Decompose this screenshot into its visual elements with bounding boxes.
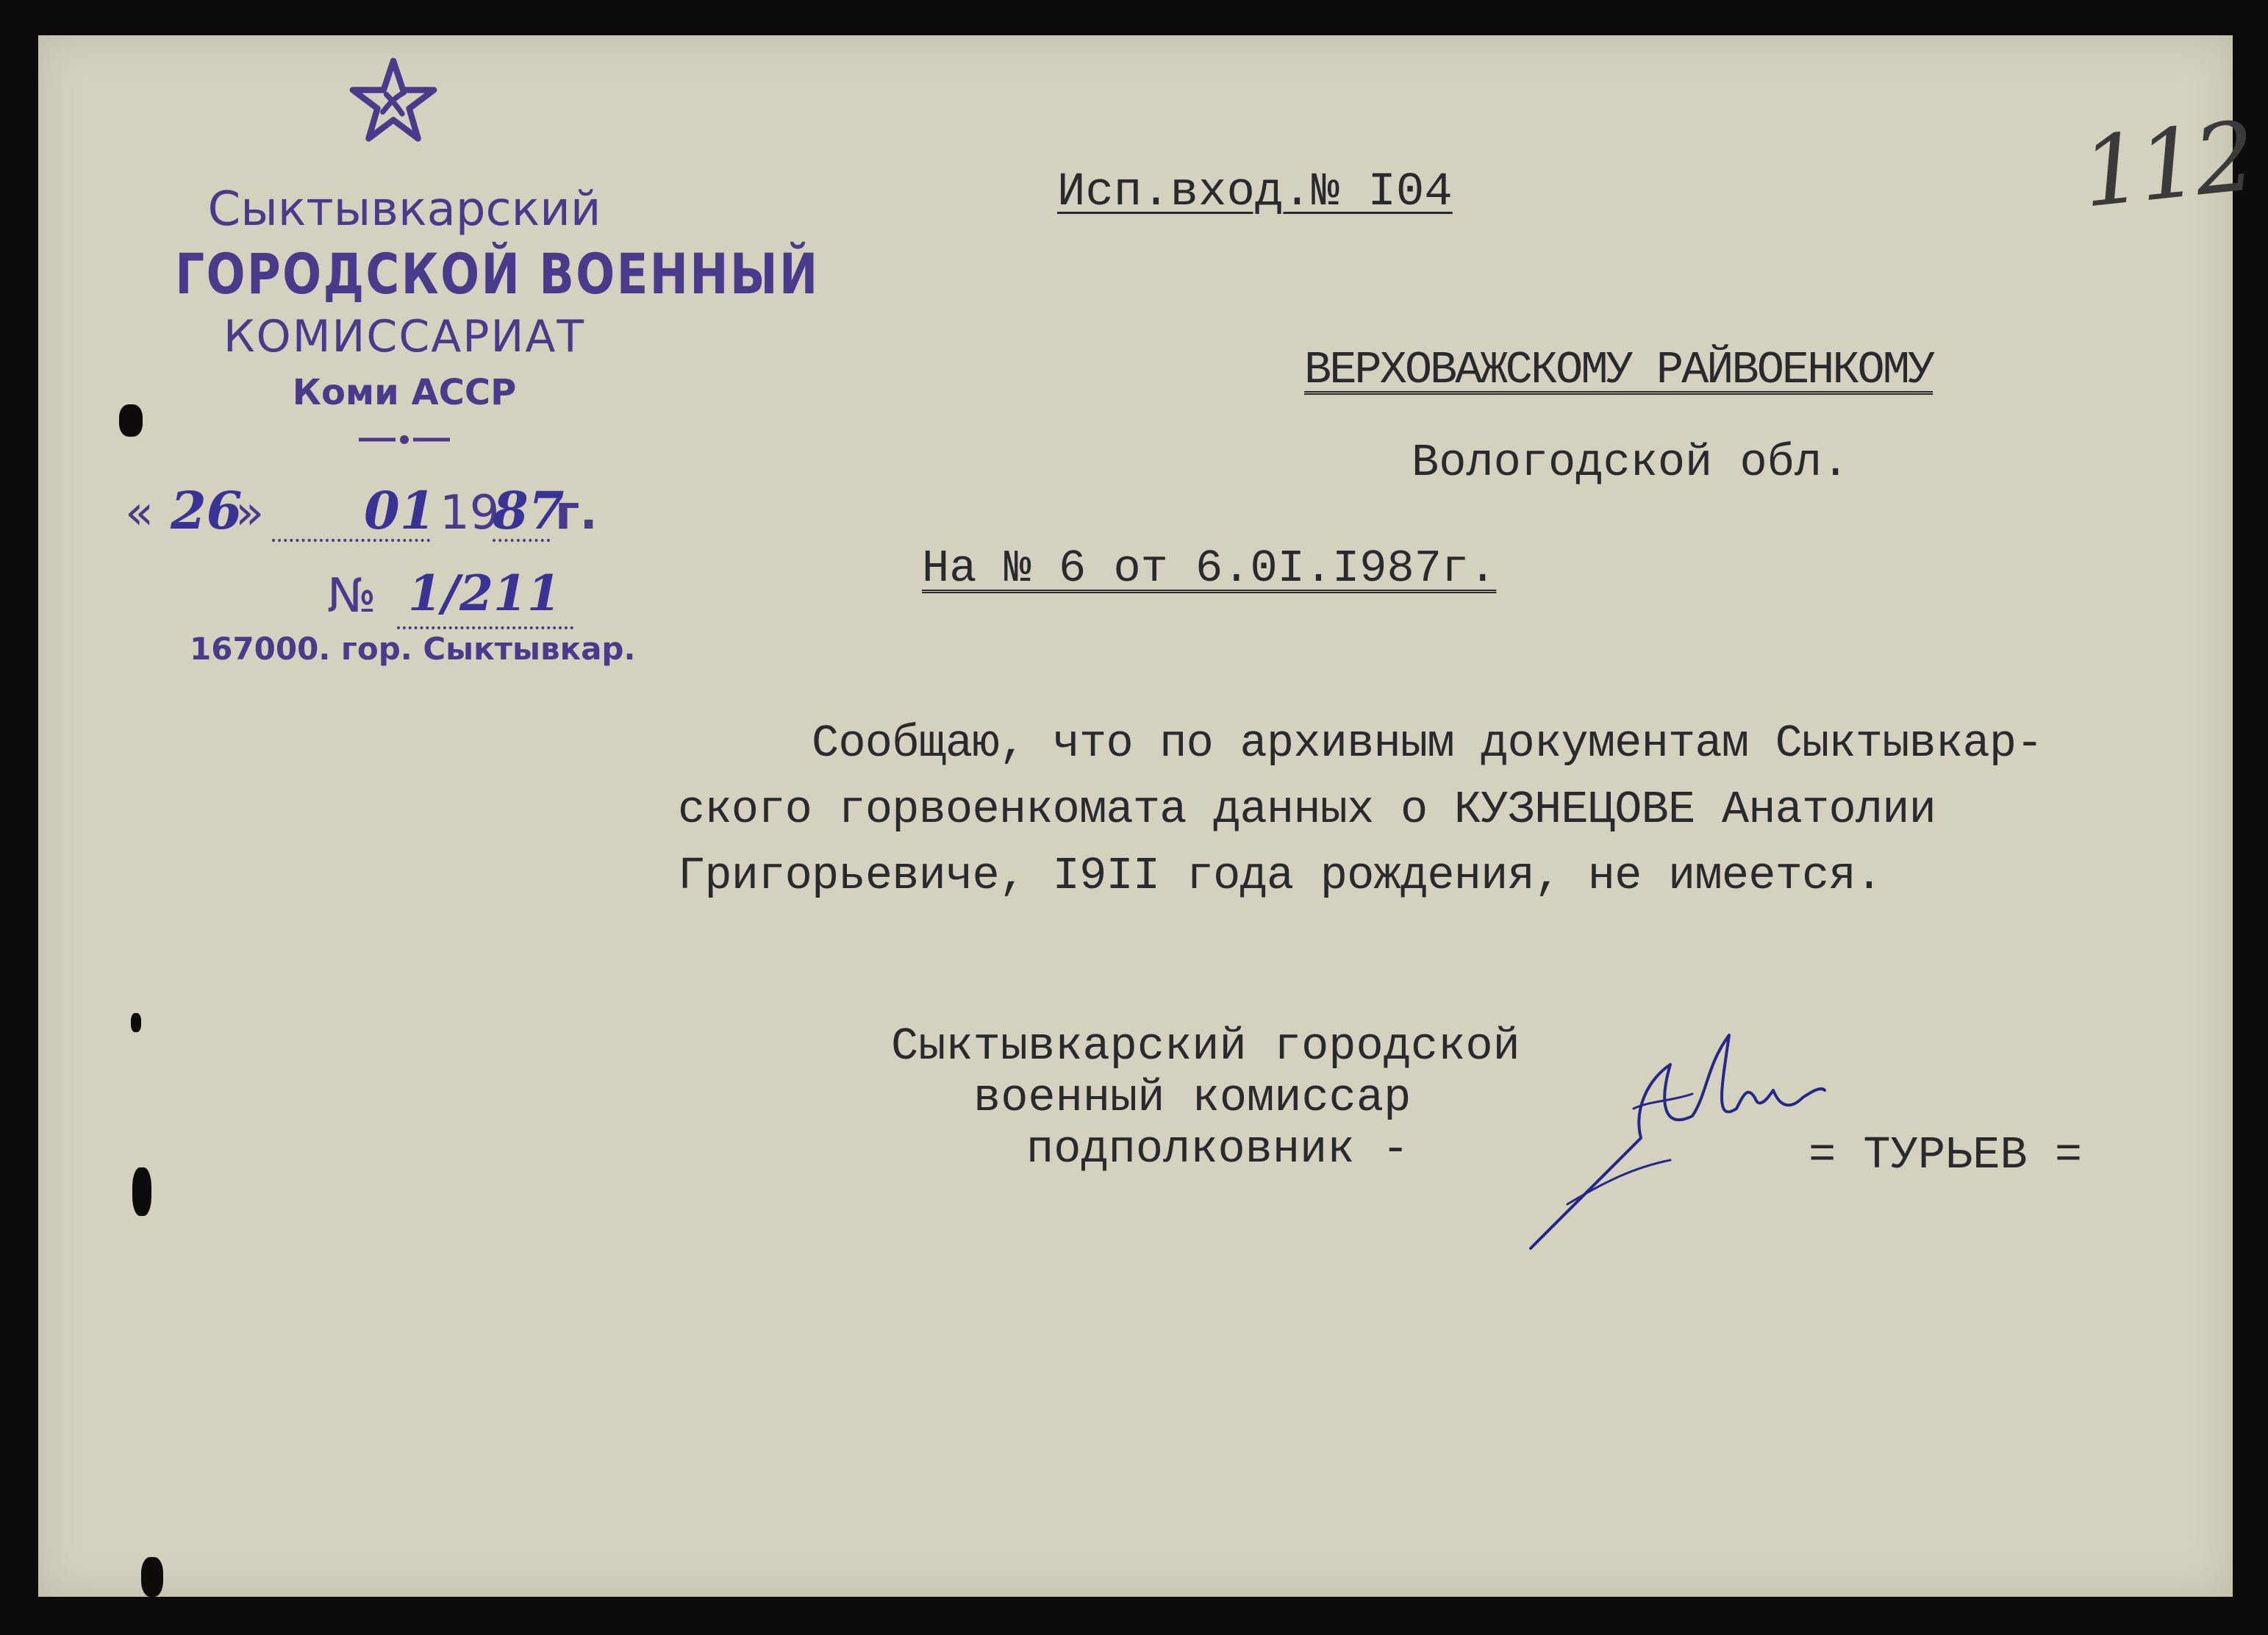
- body-line-2: ского горвоенкомата данных о КУЗНЕЦОВЕ Анатолии: [678, 784, 1936, 836]
- stamp-date-row: [125, 480, 684, 554]
- stamp-line-3: КОМИССАРИАТ: [223, 311, 586, 362]
- date-month: 01: [364, 480, 436, 541]
- signature-icon: [1523, 1020, 1832, 1263]
- date-close-quote: »: [235, 486, 265, 540]
- paper-sheet: [38, 35, 2257, 1597]
- number-value: 1/211: [408, 565, 561, 622]
- date-open-quote: «: [125, 486, 154, 540]
- archive-page-number: 112: [2076, 100, 2257, 229]
- stamp-divider: [359, 434, 450, 446]
- stamp-line-1: Сыктывкарский: [207, 182, 601, 237]
- punch-hole: [131, 1013, 141, 1032]
- number-dots: [397, 626, 573, 629]
- stamp-number-row: [125, 565, 684, 638]
- stamp-line-2: ГОРОДСКОЙ ВОЕННЫЙ: [175, 241, 820, 307]
- signer-line-1: Сыктывкарский городской: [891, 1020, 1520, 1073]
- body-line-3: Григорьевиче, I9II года рождения, не имеется.: [678, 850, 1883, 902]
- body-line-1: Сообщаю, что по архивным документам Сыктывкар-: [812, 718, 2043, 770]
- signer-name: = ТУРЬЕВ =: [1809, 1129, 2083, 1181]
- reference-line: На № 6 от 6.0I.I987г.: [922, 543, 1497, 595]
- punch-hole: [141, 1557, 163, 1597]
- issuer-stamp: [125, 57, 820, 690]
- date-year-g: г.: [555, 486, 598, 540]
- date-day: 26: [171, 480, 243, 541]
- number-label: №: [327, 569, 376, 623]
- punch-hole: [132, 1167, 151, 1216]
- stamp-address: 167000. гор. Сыктывкар.: [190, 631, 636, 667]
- recipient-line-1: ВЕРХОВАЖСКОМУ РАЙВОЕНКОМУ: [1304, 344, 1933, 396]
- incoming-number: Исп.вход.№ I04: [1057, 166, 1453, 219]
- signer-line-3: подполковник -: [1026, 1123, 1409, 1176]
- recipient-line-2: Вологодской обл.: [1412, 437, 1850, 489]
- star-icon: [349, 57, 437, 146]
- signer-line-2: военный комиссар: [973, 1072, 1412, 1124]
- date-year-suffix: 87: [493, 480, 565, 541]
- date-year-prefix: 19: [440, 486, 500, 540]
- date-dots-2: [493, 539, 550, 542]
- stamp-line-4: Коми АССР: [292, 372, 517, 413]
